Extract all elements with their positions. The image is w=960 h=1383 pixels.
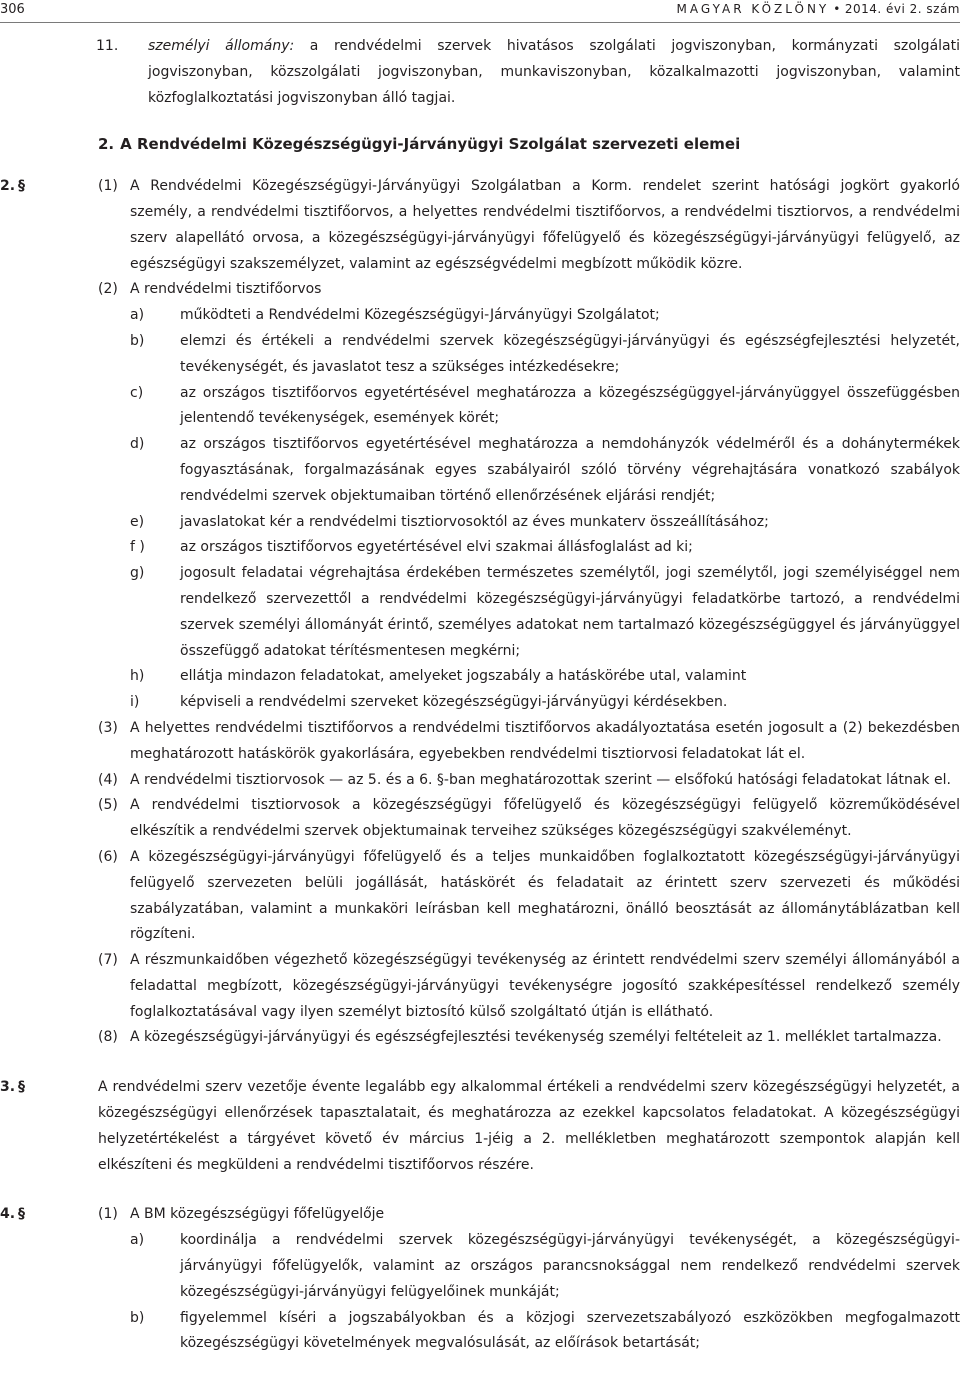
paragraph-6 (98, 845, 960, 948)
section-number: 2. (0, 178, 16, 195)
list-label: e) (130, 513, 145, 530)
list-label: h) (130, 668, 145, 685)
chapter-number: 2. (98, 135, 115, 154)
section-symbol: § (18, 178, 25, 195)
definition-item-11 (0, 34, 960, 111)
definition-term: személyi állomány: (148, 38, 295, 54)
list-item (130, 1306, 960, 1358)
list-label: a) (130, 1232, 145, 1249)
list-text: működteti a Rendvédelmi Közegészségügyi-Járványügyi Szolgálatot; (180, 307, 660, 324)
list-item (130, 432, 960, 509)
paragraph-text: A részmunkaidőben végezhető közegészségügyi tevékenység az érintett rendvédelmi szerv személyi állományából a feladattal megbízott, közegészségügyi-járványügyi tevékenységre jogosító szakképesítéssel rendelkező személy foglalkoztatásával vagy ilyen személyt biztosító külső szolgáltató útján is ellátható. (130, 952, 960, 1020)
paragraph-text: A helyettes rendvédelmi tisztifőorvos a rendvédelmi tisztifőorvos akadályoztatása esetén jogosult a (2) bekezdésben meghatározott hatáskörök gyakorlására, egyebekben rendvédelmi tisztiorvosi feladatokat lát el. (130, 719, 960, 762)
section-number: 4. (0, 1206, 16, 1223)
list-label: b) (130, 332, 145, 349)
list-text: elemzi és értékeli a rendvédelmi szervek közegészségügyi-járványügyi és egészségfejlesztési helyzetét, tevékenységét, és javaslatot tesz a szükséges intézkedésekre; (180, 332, 960, 375)
list-text: az országos tisztifőorvos egyetértésével meghatározza a nemdohányzók védelméről és a dohánytermékek fogyasztásának, forgalmazásának egyes szabályairól szóló törvény végrehajtására vonatkozó szabályok rendvédelmi szervek objektumaiban történő ellenőrzésének eljárási rendjét; (180, 436, 960, 504)
list-item (130, 561, 960, 664)
section-text: A rendvédelmi szerv vezetője évente legalább egy alkalommal értékeli a rendvédelmi szerv közegészségügyi helyzetét, a közegészségügyi ellenőrzések tapasztalatait, és meghatározza az ezekkel kapcsolatos feladatokat. A közegészségügyi helyzetértékelést a tárgyévet követő év március 1-jéig a 2. mellékletben meghatározott szempontok alapján kell elkészíteni és megküldeni a rendvédelmi tisztifőorvos részére. (98, 1079, 960, 1173)
list-label: d) (130, 436, 145, 453)
paragraph-3 (98, 716, 960, 768)
paragraph-7 (98, 948, 960, 1025)
section-symbol: § (18, 1079, 25, 1096)
list-text: javaslatokat kér a rendvédelmi tisztiorvosoktól az éves munkaterv összeállításához; (180, 513, 769, 530)
paragraph-number: (1) (98, 178, 118, 195)
spacer (0, 1051, 960, 1075)
list-label: i) (130, 694, 140, 711)
paragraph-text: A rendvédelmi tisztiorvosok a közegészségügyi főfelügyelő és közegészségügyi felügyelő közreműködésével elkészítik a rendvédelmi szervek objektumainak terveihez szükséges közegészségügyi szakvéleményt. (130, 797, 960, 840)
document-body (0, 34, 960, 1357)
paragraph-number: (6) (98, 848, 118, 865)
page-header (0, 0, 960, 23)
section-3 (0, 1075, 960, 1178)
list-item (130, 510, 960, 536)
list-text: ellátja mindazon feladatokat, amelyeket jogszabály a hatáskörébe utal, valamint (180, 668, 747, 685)
issue-label: 2014. évi 2. szám (844, 2, 960, 16)
section-number: 3. (0, 1079, 16, 1096)
list-item (130, 329, 960, 381)
item-number: 11. (96, 38, 119, 54)
list-label: b) (130, 1309, 145, 1326)
list-item (130, 664, 960, 690)
list-item (130, 381, 960, 433)
paragraph-2 (98, 277, 960, 716)
paragraph-text: A közegészségügyi-járványügyi és egészségfejlesztési tevékenység személyi feltételeit az 1. melléklet tartalmazza. (130, 1029, 942, 1046)
paragraph-number: (3) (98, 719, 118, 736)
paragraph-number: (2) (98, 281, 118, 298)
journal-name: MAGYAR KÖZLÖNY (676, 2, 830, 16)
list-label: c) (130, 384, 144, 401)
list-text: figyelemmel kíséri a jogszabályokban és a közjogi szervezetszabályozó eszközökben megfogalmazott közegészségügyi követelmények megvalósulását, az előírások betartását; (180, 1309, 960, 1352)
chapter-heading (0, 132, 960, 158)
paragraph-intro: A rendvédelmi tisztifőorvos (130, 281, 322, 298)
paragraph-number: (1) (98, 1206, 118, 1223)
paragraph-1 (98, 1202, 960, 1357)
section-2 (0, 174, 960, 1051)
page-number: 306 (0, 2, 25, 17)
list-text: az országos tisztifőorvos egyetértésével meghatározza a közegészségüggyel-járványüggyel összefüggésben jelentendő tevékenységek, események körét; (180, 384, 960, 427)
chapter-title: A Rendvédelmi Közegészségügyi-Járványügyi Szolgálat szervezeti elemei (120, 135, 741, 154)
paragraph-number: (4) (98, 771, 118, 788)
paragraph-text: A közegészségügyi-járványügyi főfelügyelő és a teljes munkaidőben foglalkoztatott közegészségügyi-járványügyi felügyelő szervezeten belüli jogállását, hatáskörét és feladatait az érintett szerv szervezeti és működési szabályzatában, valamint a munkaköri leírásban kell meghatározni, önálló beosztását az állománytáblázatban kell rögzíteni. (130, 848, 960, 943)
paragraph-1 (98, 174, 960, 277)
list-item (130, 1228, 960, 1305)
paragraph-number: (7) (98, 952, 118, 969)
paragraph-intro: A BM közegészségügyi főfelügyelője (130, 1206, 385, 1223)
journal-title (677, 2, 960, 16)
list-label: a) (130, 307, 145, 324)
paragraph-5 (98, 793, 960, 845)
list-item (130, 303, 960, 329)
section-4 (0, 1202, 960, 1357)
list-item (130, 690, 960, 716)
list-item (130, 535, 960, 561)
spacer (0, 1178, 960, 1202)
list-label: g) (130, 565, 145, 582)
list-text: képviseli a rendvédelmi szerveket közegészségügyi-járványügyi kérdésekben. (180, 694, 728, 711)
list-text: jogosult feladatai végrehajtása érdekében természetes személytől, jogi személytől, jogi személyiséggel nem rendelkező szervezettől a rendvédelmi közegészségügyi-járványügyi feladatkörbe tartozó, a rendvédelmi szervek személyi állományát érintő, személyes adatokat nem tartalmazó közegészségüggyel és járványüggyel összefüggő adatokat térítésmentesen megkérni; (180, 565, 960, 659)
list-text: az országos tisztifőorvos egyetértésével elvi szakmai állásfoglalást ad ki; (180, 539, 693, 556)
separator-dot: • (833, 2, 841, 16)
paragraph-text: A Rendvédelmi Közegészségügyi-Járványügyi Szolgálatban a Korm. rendelet szerint hatósági jogkört gyakorló személy, a rendvédelmi tisztifőorvos, a helyettes rendvédelmi tisztifőorvos, a rendvédelmi tisztiorvos, a rendvédelmi szerv alapellátó orvosa, a közegészségügyi-járványügyi főfelügyelő és közegészségügyi-járványügyi felügyelő, az egészségügyi szakszemélyzet, valamint az egészségvédelmi megbízott működik közre. (130, 178, 960, 272)
paragraph-number: (5) (98, 797, 118, 814)
list-text: koordinálja a rendvédelmi szervek közegészségügyi-járványügyi tevékenységét, a közegészségügyi-járványügyi főfelügyelők, valamint az országos parancsnoksággal nem rendelkező rendvédelmi szervek közegészségügyi-járványügyi felügyelőinek munkáját; (180, 1232, 960, 1300)
paragraph-8 (98, 1025, 960, 1051)
paragraph-number: (8) (98, 1029, 118, 1046)
paragraph-4 (98, 768, 960, 794)
section-symbol: § (18, 1206, 25, 1223)
paragraph-text: A rendvédelmi tisztiorvosok — az 5. és a 6. §-ban meghatározottak szerint — elsőfokú hatósági feladatokat látnak el. (130, 771, 951, 788)
list-label: f ) (130, 539, 145, 556)
definition-text: a rendvédelmi szervek hivatásos szolgálati jogviszonyban, kormányzati szolgálati jogviszonyban, közszolgálati jogviszonyban, munkaviszonyban, közalkalmazotti jogviszonyban, valamint közfoglalkoztatási jogviszonyban álló tagjai. (148, 38, 960, 106)
